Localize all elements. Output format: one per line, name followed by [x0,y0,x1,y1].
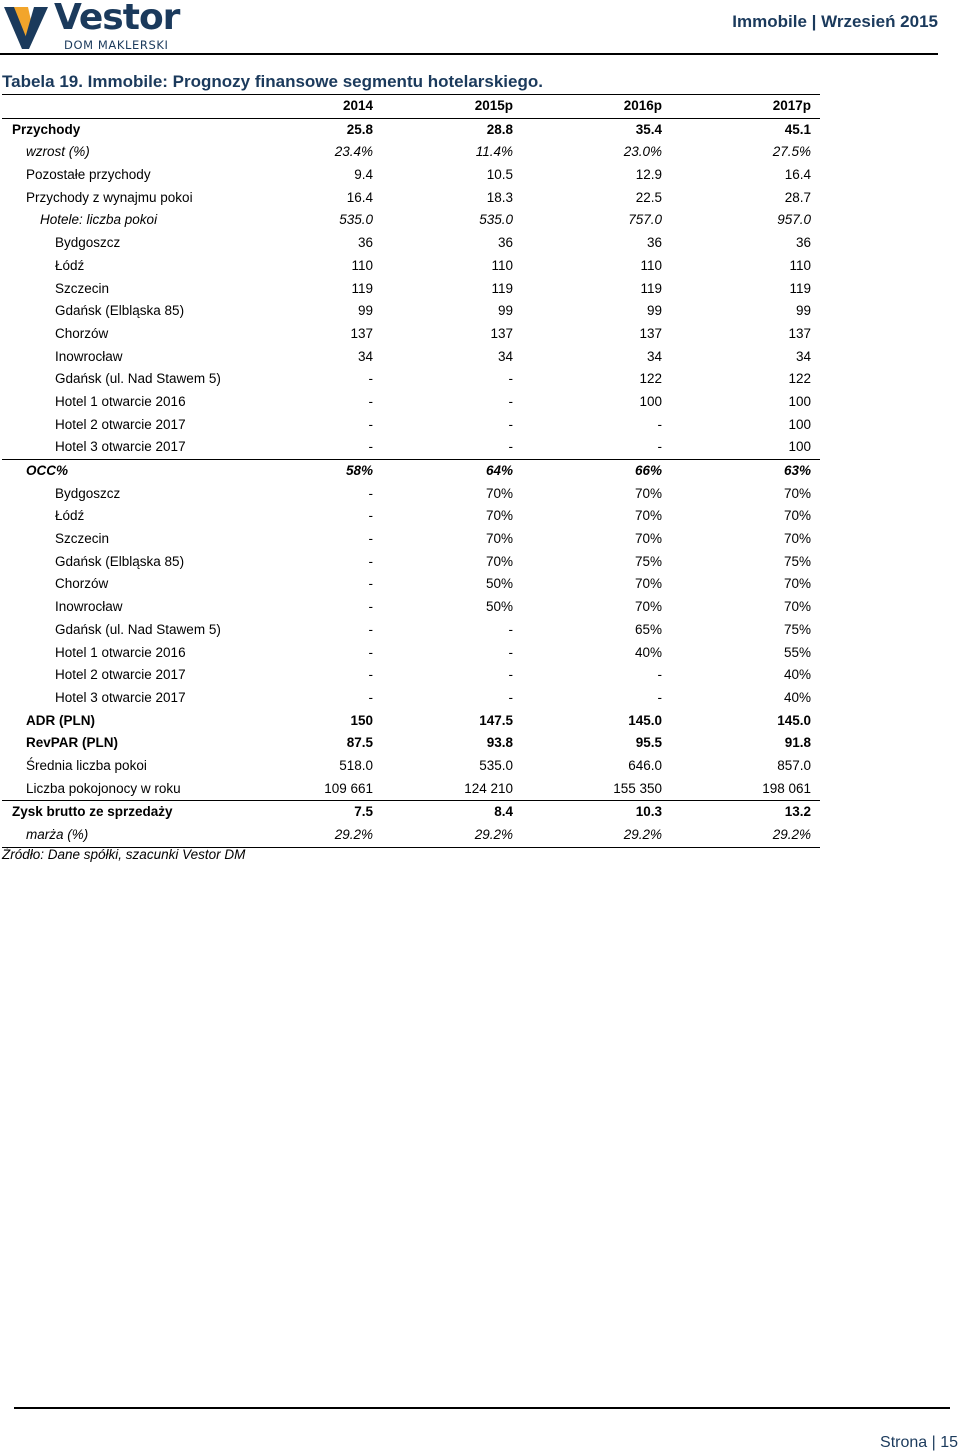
table-cell: 100 [788,439,811,455]
table-cell: 23.4% [334,144,373,160]
table-cell: 63% [783,463,811,478]
table-cell: 34 [357,348,373,364]
row-label: Przychody [12,121,81,137]
table-cell: 36 [646,235,662,251]
table-row [2,323,820,346]
table-row [2,755,820,778]
table-cell: - [657,667,662,683]
table-cell: - [657,416,662,432]
table-cell: 50% [485,599,513,615]
row-label: Inowrocław [55,348,123,364]
row-label: marża (%) [26,827,89,842]
table-cell: - [508,371,513,387]
row-label: Gdańsk (ul. Nad Stawem 5) [55,621,221,637]
table-cell: 70% [783,599,811,615]
row-label: Pozostałe przychody [26,167,151,183]
row-label: Chorzów [55,576,109,592]
table-cell: 70% [634,531,662,547]
table-cell: 99 [357,303,373,319]
table-row [2,255,820,278]
table-row [2,528,820,551]
table-cell: - [508,416,513,432]
table-cell: 28.8 [486,121,513,137]
table-cell: 110 [640,257,662,273]
table-cell: 40% [634,644,662,660]
row-label: Inowrocław [55,599,123,615]
table-cell: 29.2% [334,827,373,842]
table-row [2,619,820,642]
page-number: Strona | 15 [880,1434,958,1451]
table-cell: 29.2% [623,827,662,842]
table-cell: 40% [783,667,811,683]
table-cell: - [368,371,373,387]
row-label: Bydgoszcz [55,485,121,501]
table-cell: 119 [789,280,811,296]
table-cell: 70% [783,531,811,547]
table-cell: 150 [350,712,373,728]
row-label: Łódź [55,508,85,524]
table-cell: - [657,439,662,455]
table-row [2,300,820,323]
table-cell: 65% [634,621,662,637]
table-cell: 50% [485,576,513,592]
table-cell: 95.5 [635,735,662,751]
table-cell: - [368,393,373,409]
row-label: Hotele: liczba pokoi [40,212,158,228]
row-label: wzrost (%) [26,144,90,160]
table-cell: 64% [485,463,513,478]
table-cell: 18.3 [486,189,513,205]
table-cell: 93.8 [486,735,513,751]
table-row [2,710,820,733]
table-row [2,436,820,459]
table-row [2,801,820,824]
table-cell: - [368,621,373,637]
table-cell: 198 061 [762,780,811,796]
row-label: Średnia liczba pokoi [26,757,147,773]
table-cell: 34 [795,348,811,364]
table-cell: 70% [634,599,662,615]
table-cell: 36 [795,235,811,251]
table-cell: 9.4 [354,167,373,183]
table-cell: 100 [788,416,811,432]
financial-forecast-table [2,94,820,848]
table-cell: 70% [783,485,811,501]
table-row [2,573,820,596]
table-cell: 957.0 [777,212,811,228]
table-cell: 55% [783,644,811,660]
table-cell: 147.5 [479,712,513,728]
table-row [2,642,820,665]
table-cell: 535.0 [479,757,513,773]
table-cell: 137 [639,325,662,341]
table-cell: 70% [783,576,811,592]
table-cell: - [508,393,513,409]
table-cell: - [368,508,373,524]
table-cell: 70% [485,485,513,501]
table-cell: - [368,576,373,592]
table-cell: 155 350 [613,780,662,796]
table-cell: 518.0 [339,757,373,773]
table-cell: 124 210 [464,780,513,796]
table-cell: 12.9 [635,167,662,183]
table-cell: 70% [634,485,662,501]
table-cell: - [368,485,373,501]
table-cell: 119 [640,280,662,296]
table-cell: 22.5 [635,189,662,205]
table-cell: 70% [485,508,513,524]
row-label: Hotel 3 otwarcie 2017 [55,439,186,455]
header-divider [0,53,938,55]
table-cell: - [368,644,373,660]
table-row [2,460,820,483]
table-cell: 757.0 [628,212,662,228]
table-row [2,164,820,187]
vestor-logo-mark-icon [2,3,52,51]
column-header: 2015p [474,98,513,113]
table-cell: 91.8 [784,735,811,751]
table-cell: 28.7 [784,189,811,205]
table-cell: 145.0 [628,712,662,728]
table-row [2,141,820,164]
table-cell: 110 [789,257,811,273]
table-cell: 109 661 [324,780,373,796]
table-cell: - [368,439,373,455]
table-row [2,278,820,301]
table-cell: - [508,667,513,683]
table-cell: - [657,689,662,705]
table-row [2,824,820,847]
table-cell: 100 [788,393,811,409]
column-header: 2014 [342,98,373,113]
table-cell: - [508,439,513,455]
table-body [2,119,820,847]
table-row [2,232,820,255]
row-label: Przychody z wynajmu pokoi [26,189,193,205]
row-label: Hotel 2 otwarcie 2017 [55,667,186,683]
row-label: ADR (PLN) [26,712,95,728]
table-row [2,368,820,391]
logo-wordmark: Vestor [54,0,180,38]
table-row [2,391,820,414]
table-cell: 8.4 [494,804,513,820]
column-header: 2017p [772,98,811,113]
table-cell: 70% [783,508,811,524]
table-cell: 23.0% [623,144,662,160]
table-cell: 122 [788,371,811,387]
table-cell: 27.5% [772,144,811,160]
table-cell: 29.2% [474,827,513,842]
row-label: RevPAR (PLN) [26,735,119,751]
table-cell: - [368,416,373,432]
table-cell: - [508,689,513,705]
table-cell: 70% [634,576,662,592]
row-label: Hotel 1 otwarcie 2016 [55,644,186,660]
table-row [2,209,820,232]
table-cell: 10.3 [635,804,662,820]
table-row [2,551,820,574]
table-cell: 119 [351,280,373,296]
row-label: Szczecin [55,280,110,296]
table-cell: 100 [639,393,662,409]
table-cell: 646.0 [628,757,662,773]
table-cell: 25.8 [346,121,373,137]
table-cell: 10.5 [486,167,513,183]
table-cell: 535.0 [339,212,373,228]
logo-subtitle: DOM MAKLERSKI [64,38,169,52]
table-cell: - [368,689,373,705]
row-label: Łódź [55,257,85,273]
table-cell: 75% [783,621,811,637]
row-label: Gdańsk (Elbląska 85) [55,303,185,319]
table-row [2,778,820,801]
table-cell: 75% [634,553,662,569]
table-cell: 45.1 [784,121,811,137]
table-cell: 11.4% [475,144,513,160]
table-cell: 70% [485,553,513,569]
table-cell: 40% [783,689,811,705]
table-cell: 16.4 [784,167,811,183]
row-label: OCC% [26,463,69,478]
table-row [2,596,820,619]
table-header-row [2,95,820,118]
table-cell: 13.2 [784,804,811,820]
row-label: Zysk brutto ze sprzedaży [12,804,173,820]
table-row [2,687,820,710]
row-label: Bydgoszcz [55,235,121,251]
table-cell: 70% [485,531,513,547]
table-cell: 137 [350,325,373,341]
table-cell: 119 [491,280,513,296]
row-label: Gdańsk (ul. Nad Stawem 5) [55,371,221,387]
table-row [2,414,820,437]
row-label: Gdańsk (Elbląska 85) [55,553,185,569]
table-cell: 99 [795,303,811,319]
table-cell: 29.2% [772,827,811,842]
row-label: Hotel 1 otwarcie 2016 [55,393,186,409]
table-cell: - [368,553,373,569]
table-row [2,346,820,369]
table-row [2,483,820,506]
table-cell: 87.5 [346,735,373,751]
table-cell: - [368,599,373,615]
table-cell: 66% [634,463,662,478]
table-cell: 122 [639,371,662,387]
table-row [2,732,820,755]
row-label: Hotel 2 otwarcie 2017 [55,416,186,432]
table-cell: - [508,621,513,637]
table-cell: 7.5 [354,804,373,820]
row-label: Szczecin [55,531,110,547]
table-cell: 137 [490,325,513,341]
table-cell: 75% [783,553,811,569]
table-cell: 36 [497,235,513,251]
table-cell: 34 [497,348,513,364]
vestor-logo [2,0,182,52]
table-row [2,505,820,528]
source-note: Źródło: Dane spółki, szacunki Vestor DM [2,847,246,862]
row-label: Liczba pokojonocy w roku [26,780,181,796]
column-header: 2016p [623,98,662,113]
table-cell: 110 [351,257,373,273]
table-row [2,119,820,142]
table-cell: 58% [345,463,373,478]
table-cell: 36 [357,235,373,251]
table-cell: 16.4 [346,189,373,205]
table-cell: 137 [788,325,811,341]
table-cell: 34 [646,348,662,364]
table-cell: 70% [634,508,662,524]
table-cell: 535.0 [479,212,513,228]
table-cell: 99 [646,303,662,319]
row-label: Chorzów [55,325,109,341]
table-row [2,187,820,210]
table-cell: 857.0 [777,757,811,773]
table-cell: - [508,644,513,660]
report-header: Immobile | Wrzesień 2015 [732,12,938,31]
table-cell: 35.4 [635,121,662,137]
table-cell: 99 [497,303,513,319]
table-cell: 110 [491,257,513,273]
table-title: Tabela 19. Immobile: Prognozy finansowe segmentu hotelarskiego. [2,72,543,91]
table-cell: - [368,667,373,683]
footer-divider [14,1407,950,1409]
row-label: Hotel 3 otwarcie 2017 [55,689,186,705]
table-cell: 145.0 [777,712,811,728]
table-row [2,664,820,687]
table-cell: - [368,531,373,547]
